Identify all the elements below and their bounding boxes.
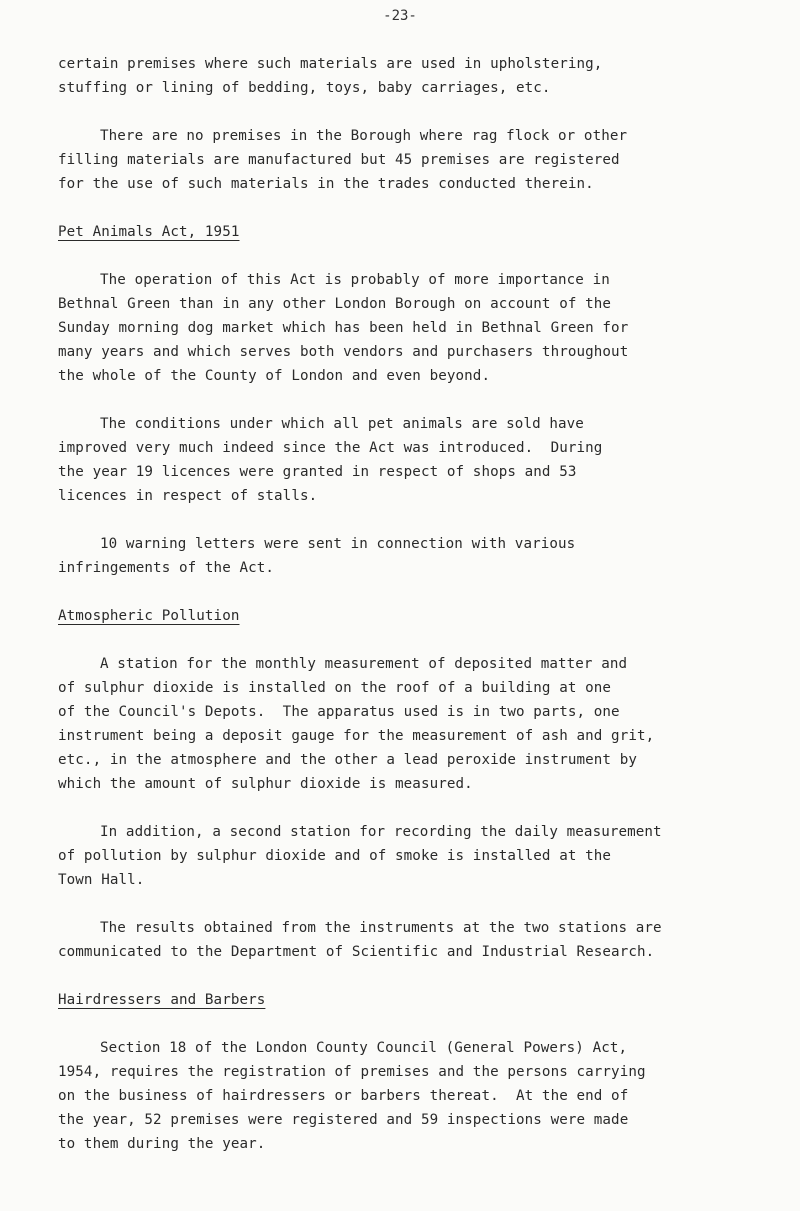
text-line: certain premises where such materials are used in upholstering,	[58, 56, 603, 72]
text-line: There are no premises in the Borough where rag flock or other	[100, 128, 628, 144]
text-line: which the amount of sulphur dioxide is measured.	[58, 776, 473, 792]
text-line: improved very much indeed since the Act was introduced. During	[58, 440, 603, 456]
text-line: for the use of such materials in the trades conducted therein.	[58, 176, 594, 192]
text-line: infringements of the Act.	[58, 560, 275, 576]
document-body	[58, 52, 788, 1156]
text-line: communicated to the Department of Scientific and Industrial Research.	[58, 944, 655, 960]
text-line: licences in respect of stalls.	[58, 488, 318, 504]
text-line: many years and which serves both vendors and purchasers throughout	[58, 344, 629, 360]
text-line: etc., in the atmosphere and the other a lead peroxide instrument by	[58, 752, 637, 768]
text-line: A station for the monthly measurement of deposited matter and	[100, 656, 628, 672]
section-pet-animals	[58, 220, 788, 604]
paragraph	[58, 652, 788, 796]
text-line: of pollution by sulphur dioxide and of smoke is installed at the	[58, 848, 612, 864]
text-line: 1954, requires the registration of premises and the persons carrying	[58, 1064, 646, 1080]
paragraph	[58, 820, 788, 892]
text-line: Section 18 of the London County Council (General Powers) Act,	[100, 1040, 628, 1056]
text-line: the whole of the County of London and even beyond.	[58, 368, 491, 384]
section-atmospheric-pollution	[58, 604, 788, 988]
text-line: on the business of hairdressers or barbers thereat. At the end of	[58, 1088, 629, 1104]
text-line: Town Hall.	[58, 872, 145, 888]
paragraph	[58, 916, 788, 964]
text-line: The operation of this Act is probably of more importance in	[100, 272, 610, 288]
text-line: the year 19 licences were granted in respect of shops and 53	[58, 464, 577, 480]
section-heading: Atmospheric Pollution	[58, 608, 240, 624]
text-line: 10 warning letters were sent in connection with various	[100, 536, 576, 552]
paragraph	[58, 268, 788, 388]
text-line: the year, 52 premises were registered and 59 inspections were made	[58, 1112, 629, 1128]
paragraph	[58, 124, 788, 196]
text-line: instrument being a deposit gauge for the measurement of ash and grit,	[58, 728, 655, 744]
paragraph	[58, 52, 788, 100]
section-heading: Hairdressers and Barbers	[58, 992, 266, 1008]
text-line: The conditions under which all pet animals are sold have	[100, 416, 584, 432]
text-line: filling materials are manufactured but 45 premises are registered	[58, 152, 620, 168]
paragraph	[58, 412, 788, 508]
text-line: The results obtained from the instruments at the two stations are	[100, 920, 662, 936]
text-line: of the Council's Depots. The apparatus used is in two parts, one	[58, 704, 620, 720]
paragraph	[58, 1036, 788, 1156]
text-line: Sunday morning dog market which has been held in Bethnal Green for	[58, 320, 629, 336]
text-line: Bethnal Green than in any other London Borough on account of the	[58, 296, 612, 312]
text-line: to them during the year.	[58, 1136, 266, 1152]
page-number: -23-	[383, 8, 417, 24]
section-heading: Pet Animals Act, 1951	[58, 224, 240, 240]
section-hairdressers-barbers	[58, 988, 788, 1156]
text-line: of sulphur dioxide is installed on the roof of a building at one	[58, 680, 612, 696]
text-line: stuffing or lining of bedding, toys, baby carriages, etc.	[58, 80, 551, 96]
paragraph	[58, 532, 788, 580]
text-line: In addition, a second station for recording the daily measurement	[100, 824, 662, 840]
